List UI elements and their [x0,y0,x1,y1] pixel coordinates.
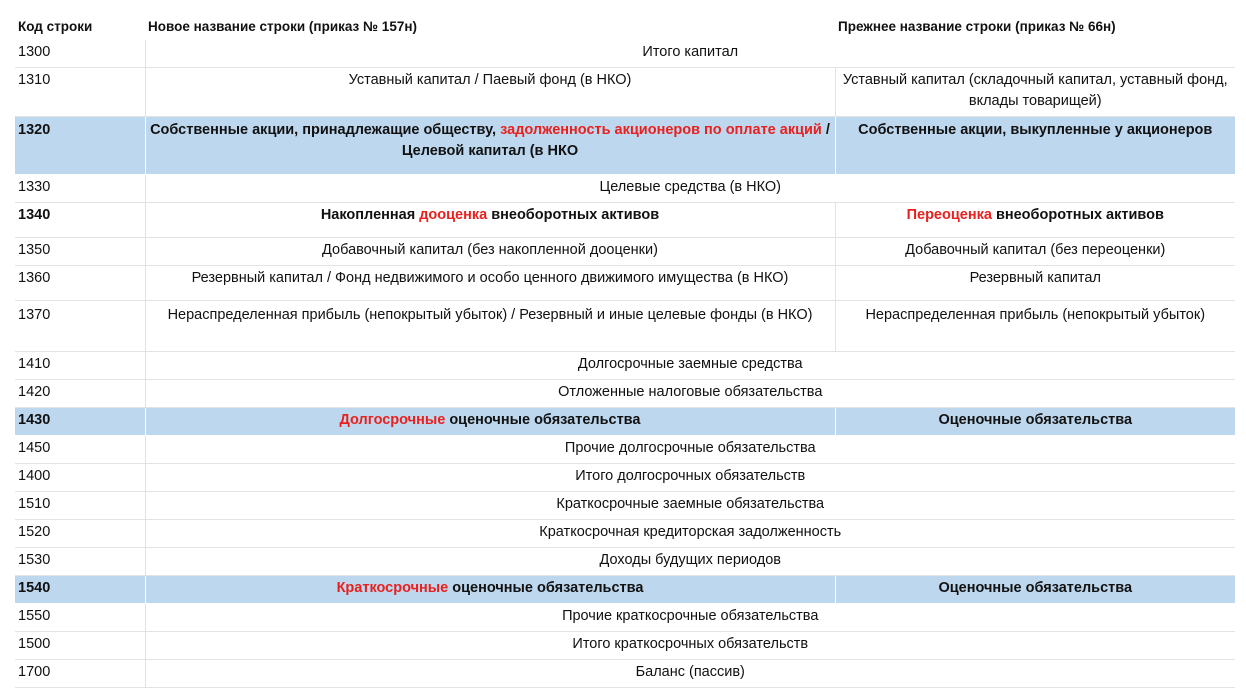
row-old-name [835,203,1235,238]
row-name-merged: Доходы будущих периодов [145,548,1235,576]
table-row [15,604,1235,632]
row-code: 1400 [15,464,145,492]
text-part: внеоборотных активов [487,207,660,223]
table-row-highlighted [15,408,1235,436]
table-row [15,40,1235,68]
changed-text-red: задолженность акционеров по оплате акций [500,122,822,138]
balance-lines-table [15,14,1235,688]
row-code: 1340 [15,203,145,238]
table-row [15,492,1235,520]
text-part: Накопленная [320,207,420,223]
row-new-name: Уставный капитал / Паевый фонд (в НКО) [145,68,835,117]
text-part: оценочные обязательства [445,412,641,428]
row-code: 1540 [15,576,145,604]
table-row [15,632,1235,660]
row-code: 1310 [15,68,145,117]
row-old-name: Уставный капитал (складочный капитал, уставный фонд, вклады товарищей) [835,68,1235,117]
row-code: 1330 [15,175,145,203]
row-code: 1510 [15,492,145,520]
row-code: 1350 [15,238,145,266]
header-new-name: Новое название строки (приказ № 157н) [148,19,417,34]
changed-text-red: Переоценка [906,207,992,223]
row-name-merged: Итого долгосрочных обязательств [145,464,1235,492]
text-part: оценочные обязательства [448,580,644,596]
row-code: 1300 [15,40,145,68]
row-code: 1550 [15,604,145,632]
row-code: 1320 [15,117,145,175]
row-name-merged: Прочие долгосрочные обязательства [145,436,1235,464]
text-part: Собственные акции, принадлежащие обществу, [150,122,501,138]
row-old-name: Добавочный капитал (без переоценки) [835,238,1235,266]
header-old-name: Прежнее название строки (приказ № 66н) [838,19,1116,34]
row-new-name [145,203,835,238]
row-new-name: Добавочный капитал (без накопленной дооценки) [145,238,835,266]
row-name-merged: Итого капитал [145,40,1235,68]
row-name-merged: Краткосрочные заемные обязательства [145,492,1235,520]
table-row-bold [15,203,1235,238]
text-part: / Целевой капитал (в НКО [401,122,830,159]
table-row [15,266,1235,301]
row-old-name: Оценочные обязательства [835,576,1235,604]
row-code: 1450 [15,436,145,464]
row-name-merged: Баланс (пассив) [145,660,1235,688]
row-code: 1530 [15,548,145,576]
table-row [15,380,1235,408]
header-code: Код строки [18,19,93,34]
table-row [15,175,1235,203]
row-new-name: Резервный капитал / Фонд недвижимого и особо ценного движимого имущества (в НКО) [145,266,835,301]
table-row [15,660,1235,688]
table-row [15,238,1235,266]
row-code: 1360 [15,266,145,301]
table-row [15,548,1235,576]
row-code: 1430 [15,408,145,436]
table-row-highlighted [15,576,1235,604]
row-name-merged: Прочие краткосрочные обязательства [145,604,1235,632]
changed-text-red: дооценка [419,207,488,223]
row-old-name: Собственные акции, выкупленные у акционеров [835,117,1235,175]
text-part: внеоборотных активов [991,207,1164,223]
changed-text-red: Краткосрочные [336,580,449,596]
row-new-name [145,408,835,436]
row-code: 1700 [15,660,145,688]
table-row [15,301,1235,352]
row-code: 1420 [15,380,145,408]
table-row [15,352,1235,380]
changed-text-red: Долгосрочные [339,412,446,428]
row-old-name: Резервный капитал [835,266,1235,301]
row-old-name: Нераспределенная прибыль (непокрытый убыток) [835,301,1235,352]
row-new-name: Нераспределенная прибыль (непокрытый убыток) / Резервный и иные целевые фонды (в НКО) [145,301,835,352]
row-name-merged: Отложенные налоговые обязательства [145,380,1235,408]
row-code: 1410 [15,352,145,380]
balance-lines-table-container [15,14,1235,688]
header-row [15,14,1235,40]
row-new-name [145,117,835,175]
table-row-highlighted [15,117,1235,175]
row-code: 1520 [15,520,145,548]
row-code: 1370 [15,301,145,352]
table-row [15,68,1235,117]
row-code: 1500 [15,632,145,660]
row-old-name: Оценочные обязательства [835,408,1235,436]
row-new-name [145,576,835,604]
row-name-merged: Целевые средства (в НКО) [145,175,1235,203]
table-row [15,464,1235,492]
row-name-merged: Итого краткосрочных обязательств [145,632,1235,660]
row-name-merged: Долгосрочные заемные средства [145,352,1235,380]
row-name-merged: Краткосрочная кредиторская задолженность [145,520,1235,548]
table-row [15,436,1235,464]
table-row [15,520,1235,548]
